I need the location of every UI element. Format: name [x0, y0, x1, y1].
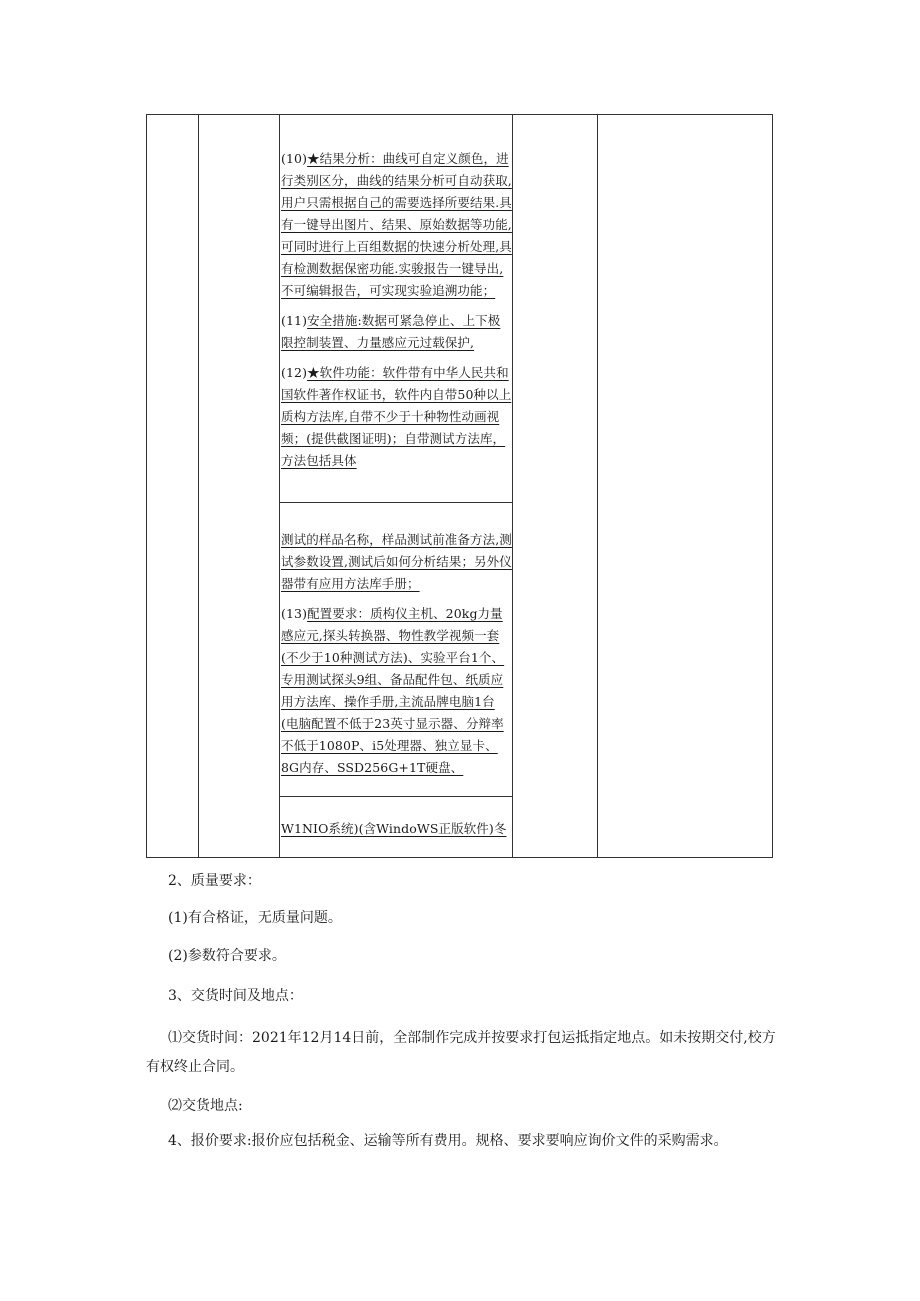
spec-cell-block-2	[281, 529, 512, 787]
quote-requirement: 4、报价要求:报价应包括税金、运输等所有费用。规格、要求要响应询价文件的采购需求。	[168, 1133, 728, 1149]
spec-item-12-continued: 测试的样品名称，样品测试前准备方法,测试参数设置,测试后如何分析结果；另外仪器带有应用方法库手册；	[281, 532, 512, 591]
spec-cell-block-1	[281, 148, 512, 480]
spec-item-13-continued: W1NIO系统)(含WindoWS正版软件)冬	[281, 821, 507, 836]
delivery-place: ⑵交货地点:	[168, 1098, 243, 1114]
quality-heading: 2、质量要求：	[168, 873, 261, 889]
delivery-heading: 3、交货时间及地点：	[168, 988, 303, 1004]
spec-item-12: (12)★软件功能：软件带有中华人民共和国软件著作权证书，软件内自带50种以上质构方法库,自带不少于十种物性动画视频；(提供截图证明)；自带测试方法库，方法包括具体	[281, 365, 512, 468]
spec-item-13: (13)配置要求：质构仪主机、20kg力量感应元,探头转换器、物性教学视频一套(不少于10种测试方法)、实验平台1个、专用测试探头9组、备品配件包、纸质应用方法库、操作手册,主流品牌电脑1台(电脑配置不低于23英寸显示器、分辩率不低于1080P、i5处理器、独立显卡、8G内存、SSD256G+1T硬盘、	[281, 606, 505, 775]
row-divider	[279, 796, 512, 797]
column-divider	[198, 115, 199, 857]
spec-table	[146, 114, 773, 858]
delivery-time: ⑴交货时间：2021年12月14日前，全部制作完成并按要求打包运抵指定地点。如未按期交付,校方有权终止合同。	[146, 1030, 776, 1075]
column-divider	[597, 115, 598, 857]
spec-cell-block-3	[281, 818, 512, 848]
spec-item-11: (11)安全措施:数据可紧急停止、上下极限控制装置、力量感应元过载保护,	[281, 313, 501, 350]
quality-item-1: (1)有合格证，无质量问题。	[168, 910, 342, 926]
quality-item-2: (2)参数符合要求。	[168, 948, 286, 964]
column-divider	[512, 115, 513, 857]
column-divider	[279, 115, 280, 857]
row-divider	[279, 502, 512, 503]
spec-item-10: (10)★结果分析：曲线可自定义颜色，进行类别区分，曲线的结果分析可自动获取,用户只需根据自己的需要选择所要结果.具有一键导出图片、结果、原始数据等功能,可同时进行上百组数据的快速分析处理,具有检测数据保密功能.实骏报告一键导出,不可编辑报告，可实现实验追溯功能；	[281, 151, 512, 298]
